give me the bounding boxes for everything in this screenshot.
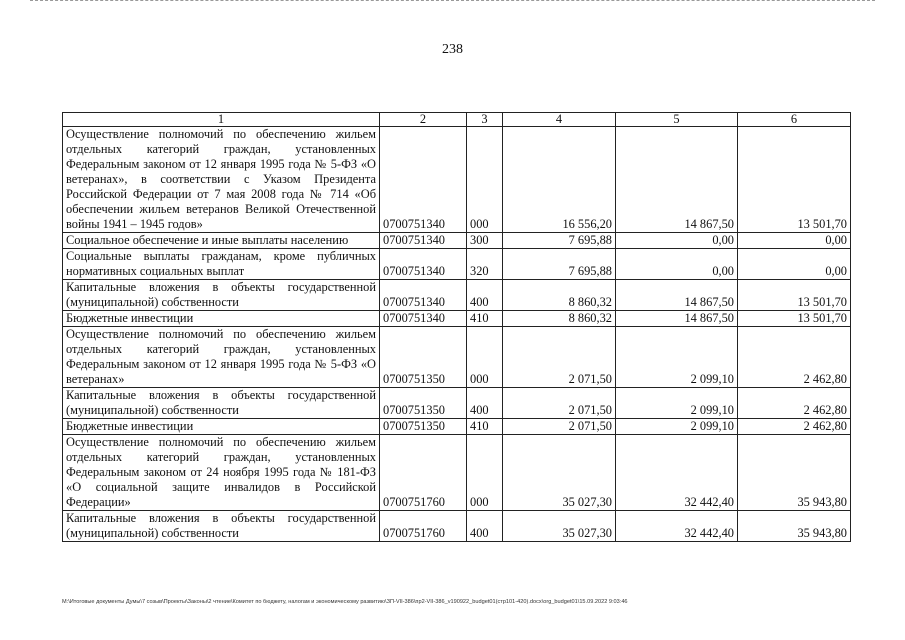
target-article-code: 0700751340: [380, 280, 467, 311]
row-name: Социальное обеспечение и иные выплаты населению: [63, 233, 380, 249]
amount-col-6: 13 501,70: [738, 280, 851, 311]
table-row: [63, 127, 851, 233]
amount-col-6: 35 943,80: [738, 511, 851, 542]
amount-col-6: 13 501,70: [738, 311, 851, 327]
column-header: 4: [503, 113, 616, 127]
expense-type-code: 300: [467, 233, 503, 249]
amount-col-5: 0,00: [616, 233, 738, 249]
row-name: Бюджетные инвестиции: [63, 311, 380, 327]
amount-col-4: 35 027,30: [503, 435, 616, 511]
column-header: 1: [63, 113, 380, 127]
table-row: [63, 280, 851, 311]
row-name: Капитальные вложения в объекты государственной (муниципальной) собственности: [63, 388, 380, 419]
row-name: Осуществление полномочий по обеспечению жильем отдельных категорий граждан, установленных Федеральным законом от 12 января 1995 года № 5-ФЗ «О ветеранах»: [63, 327, 380, 388]
amount-col-5: 2 099,10: [616, 419, 738, 435]
target-article-code: 0700751760: [380, 435, 467, 511]
table-row: [63, 327, 851, 388]
amount-col-4: 2 071,50: [503, 327, 616, 388]
target-article-code: 0700751350: [380, 327, 467, 388]
row-name: Социальные выплаты гражданам, кроме публичных нормативных социальных выплат: [63, 249, 380, 280]
amount-col-6: 35 943,80: [738, 435, 851, 511]
expense-type-code: 000: [467, 435, 503, 511]
table-header-row: [63, 113, 851, 127]
expense-type-code: 410: [467, 419, 503, 435]
amount-col-5: 14 867,50: [616, 280, 738, 311]
target-article-code: 0700751760: [380, 511, 467, 542]
target-article-code: 0700751340: [380, 249, 467, 280]
expense-type-code: 400: [467, 388, 503, 419]
amount-col-5: 14 867,50: [616, 311, 738, 327]
top-border-line: [30, 0, 875, 4]
table-row: [63, 511, 851, 542]
row-name: Осуществление полномочий по обеспечению жильем отдельных категорий граждан, установленных Федеральным законом от 12 января 1995 года № 5-ФЗ «О ветеранах», в соответствии с Указом Президента Российской Федерации от 7 мая 2008 года № 714 «Об обеспечении жильем ветеранов Великой Отечественной войны 1941 – 1945 годов»: [63, 127, 380, 233]
expense-type-code: 410: [467, 311, 503, 327]
amount-col-5: 2 099,10: [616, 327, 738, 388]
target-article-code: 0700751350: [380, 419, 467, 435]
column-header: 2: [380, 113, 467, 127]
column-header: 3: [467, 113, 503, 127]
row-name: Осуществление полномочий по обеспечению жильем отдельных категорий граждан, установленных Федеральным законом от 24 ноября 1995 года № 181-ФЗ «О социальной защите инвалидов в Российской Федерации»: [63, 435, 380, 511]
row-name: Капитальные вложения в объекты государственной (муниципальной) собственности: [63, 280, 380, 311]
row-name: Бюджетные инвестиции: [63, 419, 380, 435]
amount-col-5: 32 442,40: [616, 435, 738, 511]
target-article-code: 0700751340: [380, 233, 467, 249]
amount-col-4: 2 071,50: [503, 419, 616, 435]
document-file-path: M:\Итоговые документы Думы\7 созыв\Проекты\Законы\2 чтение\Комитет по бюджету, налогам и экономическому развитию\ЗП-VII-386\пр2-VII-386_v190922_budget01(стр101-420).docx\org_budget01\15.09.2022 9:03:46: [62, 599, 628, 605]
amount-col-4: 8 860,32: [503, 311, 616, 327]
expense-type-code: 320: [467, 249, 503, 280]
amount-col-4: 2 071,50: [503, 388, 616, 419]
table-row: [63, 419, 851, 435]
amount-col-5: 32 442,40: [616, 511, 738, 542]
row-name: Капитальные вложения в объекты государственной (муниципальной) собственности: [63, 511, 380, 542]
target-article-code: 0700751340: [380, 127, 467, 233]
budget-table: [62, 112, 851, 542]
expense-type-code: 400: [467, 511, 503, 542]
amount-col-6: 0,00: [738, 233, 851, 249]
amount-col-6: 2 462,80: [738, 388, 851, 419]
expense-type-code: 400: [467, 280, 503, 311]
amount-col-5: 0,00: [616, 249, 738, 280]
amount-col-5: 2 099,10: [616, 388, 738, 419]
table-row: [63, 311, 851, 327]
amount-col-4: 8 860,32: [503, 280, 616, 311]
amount-col-5: 14 867,50: [616, 127, 738, 233]
expense-type-code: 000: [467, 327, 503, 388]
amount-col-4: 7 695,88: [503, 233, 616, 249]
table-row: [63, 249, 851, 280]
amount-col-6: 0,00: [738, 249, 851, 280]
column-header: 6: [738, 113, 851, 127]
table-row: [63, 435, 851, 511]
column-header: 5: [616, 113, 738, 127]
amount-col-6: 2 462,80: [738, 327, 851, 388]
amount-col-4: 7 695,88: [503, 249, 616, 280]
amount-col-6: 13 501,70: [738, 127, 851, 233]
target-article-code: 0700751350: [380, 388, 467, 419]
table-row: [63, 233, 851, 249]
amount-col-4: 35 027,30: [503, 511, 616, 542]
amount-col-6: 2 462,80: [738, 419, 851, 435]
table-row: [63, 388, 851, 419]
amount-col-4: 16 556,20: [503, 127, 616, 233]
expense-type-code: 000: [467, 127, 503, 233]
target-article-code: 0700751340: [380, 311, 467, 327]
page-number: 238: [442, 42, 463, 57]
